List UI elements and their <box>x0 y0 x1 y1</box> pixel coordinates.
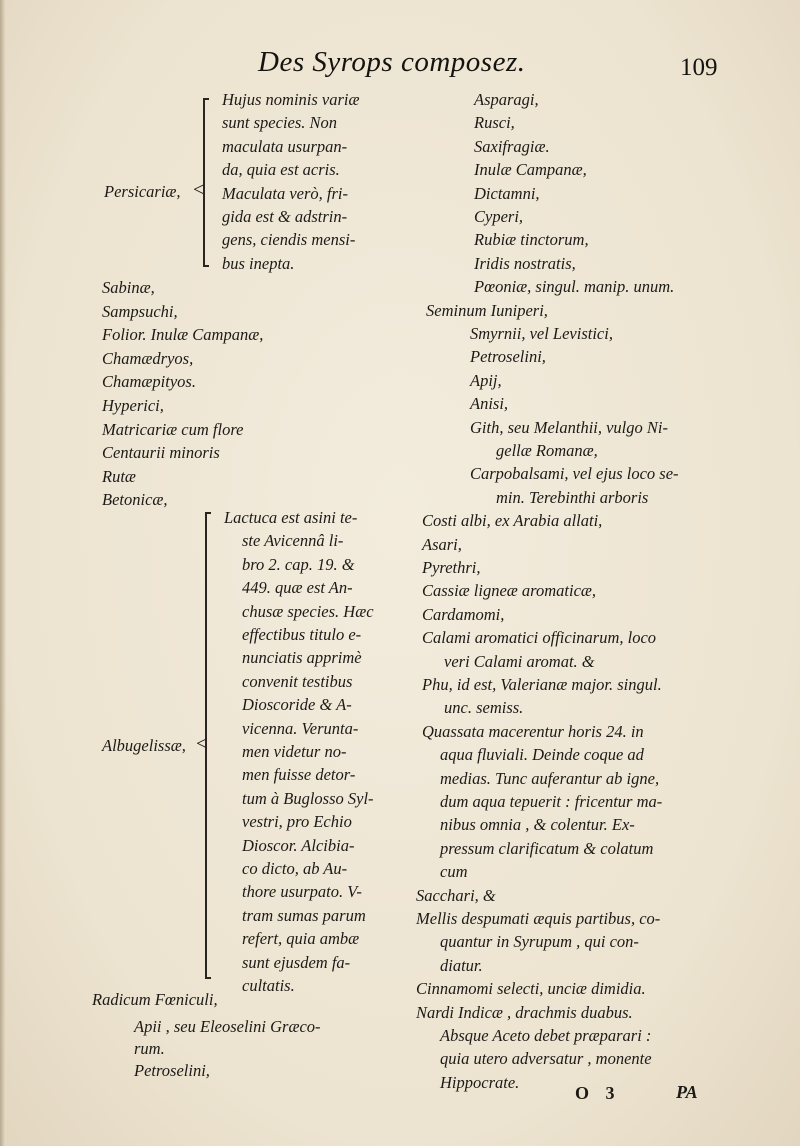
right-list-item: Seminum Iuniperi, <box>426 300 548 320</box>
right-list-item: min. Terebinthi arboris <box>496 487 649 507</box>
albugelissa-note-line: co dicto, ab Au- <box>242 859 348 878</box>
running-title: Des Syrops composez. <box>258 46 526 78</box>
right-list-item: Absque Aceto debet præparari : <box>440 1026 652 1045</box>
right-list-item: medias. Tunc auferantur ab igne, <box>440 768 660 788</box>
persicaria-note-line: gida est & adstrin- <box>222 207 348 226</box>
albugelissa-note-line: 449. quæ est An- <box>242 578 353 598</box>
left-list-item: Sabinæ, <box>102 278 155 297</box>
left-list-item: Betonicæ, <box>102 490 168 510</box>
albugelissa-note-line: vicenna. Verunta- <box>242 718 359 738</box>
right-list-item: unc. semiss. <box>444 698 524 718</box>
right-list-item: Iridis nostratis, <box>474 253 576 273</box>
right-list-item: nibus omnia , & colentur. Ex- <box>440 815 635 835</box>
albugelissa-note-line: ste Avicennâ li- <box>242 531 344 551</box>
right-list-item: Smyrnii, vel Levistici, <box>470 324 613 343</box>
right-list-item: quantur in Syrupum , qui con- <box>440 932 639 952</box>
right-list-item: Nardi Indicæ , drachmis duabus. <box>416 1002 633 1022</box>
left-list-item: Hyperici, <box>102 396 164 415</box>
left-list-item: Folior. Inulæ Campanæ, <box>102 325 264 345</box>
right-list-item: cum <box>440 862 468 882</box>
right-list-item: Apij, <box>470 370 502 390</box>
albugelissa-brace-bottom <box>205 977 211 979</box>
right-list-item: Rusci, <box>474 113 515 133</box>
albugelissa-note-line: refert, quia ambæ <box>242 929 360 949</box>
right-list-item: Cinnamomi selecti, unciæ dimidia. <box>416 979 646 999</box>
left-bottom-item: Petroselini, <box>134 1061 210 1080</box>
right-list-item: Cassiæ ligneæ aromaticæ, <box>422 581 597 601</box>
right-list-item: Pyrethri, <box>422 558 481 577</box>
persicaria-note-line: maculata usurpan- <box>222 136 348 156</box>
albugelissa-brace-point: < <box>196 733 208 755</box>
right-list-item: veri Calami aromat. & <box>444 651 595 671</box>
left-list-item: Centaurii minoris <box>102 443 220 463</box>
right-list-item: Costi albi, ex Arabia allati, <box>422 511 603 531</box>
right-list-item: Gith, seu Melanthii, vulgo Ni- <box>470 417 668 437</box>
right-list-item: Cardamomi, <box>422 604 505 624</box>
left-list-item: Sampsuchi, <box>102 301 178 321</box>
signature-mark: O 3 <box>575 1083 621 1103</box>
left-bottom-item: rum. <box>134 1039 165 1058</box>
right-list-item: Petroselini, <box>470 347 546 367</box>
right-list-item: pressum clarificatum & colatum <box>440 838 654 858</box>
albugelissa-note-line: chusæ species. Hæc <box>242 601 374 621</box>
albugelissa-note-line: vestri, pro Echio <box>242 812 352 832</box>
albugelissa-note-line: sunt ejusdem fa- <box>242 952 351 972</box>
albugelissa-note-line: convenit testibus <box>242 671 353 691</box>
persicaria-note-line: da, quia est acris. <box>222 160 340 180</box>
left-list-item: Matricariæ cum flore <box>102 419 244 439</box>
albugelissa-note-line: Lactuca est asini te- <box>224 508 358 527</box>
albugelissa-note-line: nunciatis apprimè <box>242 648 362 668</box>
right-list-item: Pœoniæ, singul. manip. unum. <box>474 277 675 297</box>
right-list-item: gellæ Romanæ, <box>496 441 598 460</box>
persicaria-note-line: gens, ciendis mensi- <box>222 230 356 250</box>
persicaria-label: Persicariæ, <box>104 182 181 201</box>
right-list-item: diatur. <box>440 955 483 975</box>
right-list-item: Saxifragiæ. <box>474 136 550 156</box>
catchword: PA <box>676 1082 698 1102</box>
right-list-item: Dictamni, <box>474 183 540 203</box>
right-list-item: Calami aromatici officinarum, loco <box>422 628 657 648</box>
persicaria-note-line: bus inepta. <box>222 253 295 273</box>
persicaria-brace-point: < <box>193 179 205 201</box>
left-list-item: Chamædryos, <box>102 348 194 368</box>
persicaria-note-line: Maculata verò, fri- <box>222 183 349 203</box>
right-list-item: Quassata macerentur horis 24. in <box>422 721 644 741</box>
persicaria-note-line: Hujus nominis variæ <box>222 90 360 109</box>
albugelissa-brace-top <box>205 512 211 514</box>
albugelissa-note-line: thore usurpato. V- <box>242 882 362 902</box>
right-list-item: dum aqua tepuerit : fricentur ma- <box>440 792 663 811</box>
albugelissa-note-line: tram sumas parum <box>242 905 366 925</box>
right-list-item: Asparagi, <box>474 90 539 109</box>
left-list-item: Chamæpityos. <box>102 372 196 392</box>
right-list-item: Phu, id est, Valerianæ major. singul. <box>422 675 662 694</box>
right-list-item: Anisi, <box>470 394 509 414</box>
page-edge <box>0 0 6 1146</box>
left-bottom-item: Apii , seu Eleoselini Græco- <box>134 1017 321 1036</box>
albugelissa-label: Albugelissæ, <box>102 736 186 755</box>
albugelissa-note-line: cultatis. <box>242 976 295 995</box>
right-list-item: Rubiæ tinctorum, <box>474 230 589 250</box>
right-list-item: Inulæ Campanæ, <box>474 160 587 180</box>
right-list-item: quia utero adversatur , monente <box>440 1049 652 1069</box>
albugelissa-note-line: effectibus titulo e- <box>242 625 362 644</box>
right-list-item: Sacchari, & <box>416 885 496 905</box>
right-list-item: Asari, <box>422 534 462 554</box>
persicaria-brace-top <box>203 98 209 100</box>
albugelissa-note-line: tum à Buglosso Syl- <box>242 788 374 808</box>
left-bottom-item: Radicum Fœniculi, <box>92 990 218 1009</box>
page-number: 109 <box>680 54 718 81</box>
albugelissa-note-line: bro 2. cap. 19. & <box>242 554 355 574</box>
right-list-item: Hippocrate. <box>440 1072 520 1092</box>
albugelissa-note-line: men fuisse detor- <box>242 765 356 785</box>
persicaria-brace-bottom <box>203 265 209 267</box>
left-list-item: Rutæ <box>102 466 136 486</box>
right-list-item: Cyperi, <box>474 207 524 226</box>
right-list-item: Mellis despumati æquis partibus, co- <box>416 909 661 928</box>
right-list-item: Carpobalsami, vel ejus loco se- <box>470 464 679 484</box>
persicaria-note-line: sunt species. Non <box>222 113 338 133</box>
albugelissa-note-line: Dioscoride & A- <box>242 695 352 715</box>
albugelissa-note-line: men videtur no- <box>242 742 347 761</box>
right-list-item: aqua fluviali. Deinde coque ad <box>440 745 644 765</box>
albugelissa-note-line: Dioscor. Alcibia- <box>242 835 355 855</box>
